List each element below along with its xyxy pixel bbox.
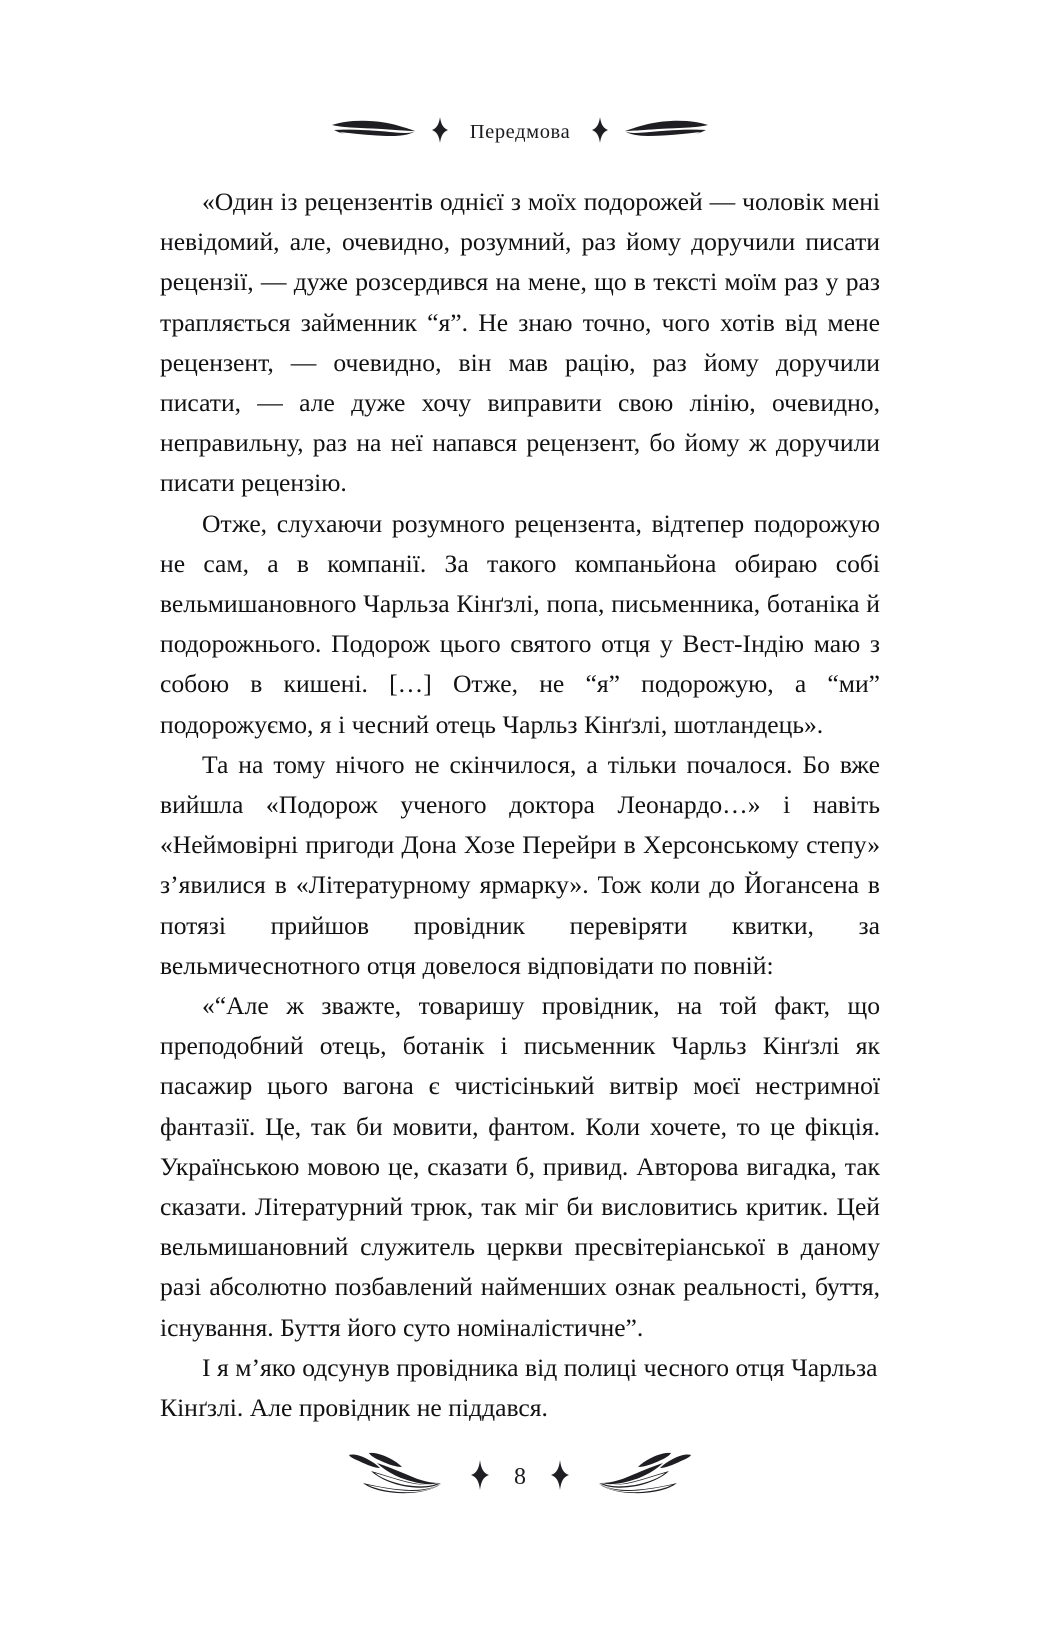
paragraph: «“Але ж зважте, товаришу провідник, на той факт, що преподобний отець, ботанік і письменник Чарльз Кінґзлі як пасажир цього вагона є чистісінький витвір моєї нестримної фантазії. Це, так би мовити, фантом. Коли хочете, то це фікція. Українською мовою це, сказати б, привид. Авторова вигадка, так сказати. Літературний трюк, так міг би висловитись критик. Цей вельмишановний служитель церкви пресвітеріанської в даному разі абсолютно позбавлений найменших ознак реальності, буття, існування. Буття його суто номіналістичне”. xyxy=(160,991,880,1342)
leaf-sprig-ornament-right xyxy=(624,117,710,148)
diamond-ornament-footer-right xyxy=(551,1460,569,1495)
running-head xyxy=(0,108,1040,156)
diamond-ornament-footer-left xyxy=(471,1460,489,1495)
page-footer xyxy=(0,1432,1040,1522)
wheat-sprig-ornament-left xyxy=(341,1449,453,1506)
paragraph: І я м’яко одсунув провідника від полиці чесного отця Чарльза Кінґзлі. Але провідник не піддався. xyxy=(160,1352,878,1423)
wheat-sprig-ornament-right xyxy=(587,1449,699,1506)
page-number: 8 xyxy=(514,1463,526,1490)
diamond-ornament-left xyxy=(432,117,448,148)
body-text-column xyxy=(160,182,880,1428)
diamond-ornament-right xyxy=(592,117,608,148)
paragraph: «Один із рецензентів однієї з моїх подорожей — чоловік мені невідомий, але, очевидно, розумний, раз йому доручили писати рецензії, — дуже розсердився на мене, що в тексті моїм раз у раз трапляється займенник “я”. Не знаю точно, чого хотів від мене рецензент, — очевидно, він мав рацію, раз йому доручили писати, — але дуже хочу виправити свою лінію, очевидно, неправильну, раз на неї напався рецензент, бо йому ж доручили писати рецензію. xyxy=(160,187,880,498)
leaf-sprig-ornament-left xyxy=(330,117,416,148)
paragraph: Та на тому нічого не скінчилося, а тільки почалося. Бо вже вийшла «Подорож ученого доктора Леонардо…» і навіть «Неймовірні пригоди Дона Хозе Перейри в Херсонському степу» з’явилися в «Літературному ярмарку». Тож коли до Йогансена в потязі прийшов провідник перевіряти квитки, за вельмичеснотного отця довелося відповідати по повній: xyxy=(160,749,880,980)
page-title: Передмова xyxy=(469,120,571,143)
paragraph: Отже, слухаючи розумного рецензента, відтепер подорожую не сам, а в компанії. За такого компаньйона обираю собі вельмишановного Чарльза Кінґзлі, попа, письменника, ботаніка й подорожнього. Подорож цього святого отця у Вест-Індію маю з собою в кишені. […] Отже, не “я” подорожую, а “ми” подорожуємо, я і чесний отець Чарльз Кінґзлі, шотландець». xyxy=(160,508,880,739)
